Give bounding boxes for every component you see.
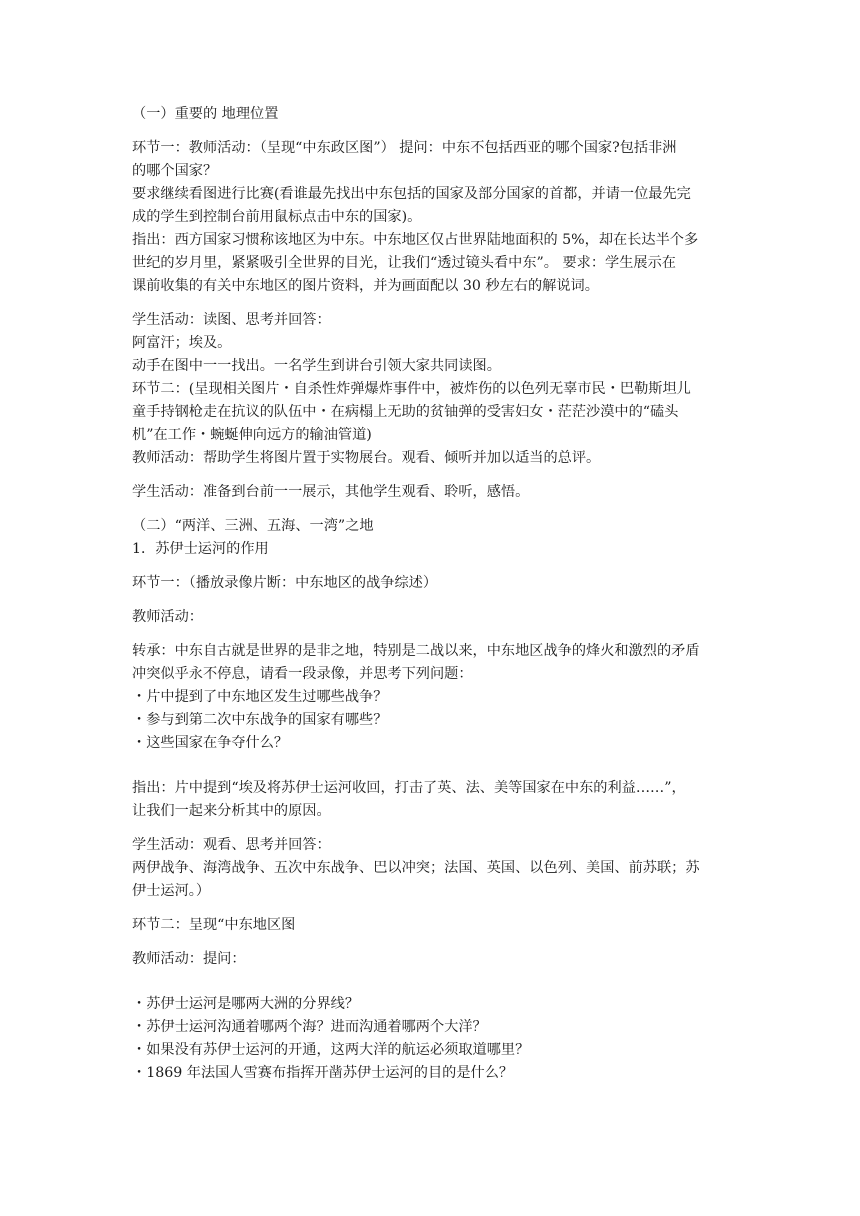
text-line: 课前收集的有关中东地区的图片资料，并为画面配以 30 秒左右的解说词。	[132, 278, 599, 294]
text-line: 转承：中东自古就是世界的是非之地，特别是二战以来，中东地区战争的烽火和激烈的矛盾	[132, 643, 700, 659]
text-line: 两伊战争、海湾战争、五次中东战争、巴以冲突；法国、英国、以色列、美国、前苏联；苏	[132, 860, 700, 876]
text-line: 要求继续看图进行比赛(看谁最先找出中东包括的国家及部分国家的首都，并请一位最先完	[132, 186, 691, 202]
text-line: 童手持钢枪走在抗议的队伍中・在病榻上无助的贫铀弹的受害妇女・茫茫沙漠中的“磕头	[132, 404, 679, 420]
text-line: 成的学生到控制台前用鼠标点击中东的国家)。	[132, 209, 422, 225]
text-line: 的哪个国家？	[132, 163, 218, 179]
text-line: 教师活动：帮助学生将图片置于实物展台。观看、倾听并加以适当的总评。	[132, 450, 601, 466]
list-item: ・苏伊士运河沟通着哪两个海？进而沟通着哪两个大洋？	[132, 1019, 487, 1035]
text-line: 环节一：教师活动：（呈现“中东政区图”） 提问：中东不包括西亚的哪个国家?包括非洲	[132, 140, 677, 156]
text-line: 冲突似乎永不停息，请看一段录像，并思考下列问题：	[132, 666, 473, 682]
text-line: 伊士运河。）	[132, 883, 211, 899]
list-item: ・片中提到了中东地区发生过哪些战争？	[132, 689, 388, 705]
list-item: ・这些国家在争夺什么？	[132, 735, 289, 751]
text-line: 让我们一起来分析其中的原因。	[132, 803, 331, 819]
text-line: 指出：片中提到“埃及将苏伊士运河收回，打击了英、法、美等国家在中东的利益……”，	[132, 780, 686, 796]
text-line: 环节一：（播放录像片断：中东地区的战争综述）	[132, 575, 438, 591]
list-item: ・如果没有苏伊士运河的开通，这两大洋的航运必须取道哪里？	[132, 1042, 530, 1058]
text-line: 学生活动：观看、思考并回答：	[132, 837, 331, 853]
text-line: 学生活动：读图、思考并回答：	[132, 312, 331, 328]
text-line: 环节二：呈现“中东地区图	[132, 917, 296, 933]
text-line: 机”在工作・蜿蜒伸向远方的输油管道)	[132, 427, 372, 443]
section-heading: （二）“两洋、三洲、五海、一湾”之地	[132, 518, 374, 534]
text-line: 环节二：(呈现相关图片・自杀性炸弹爆炸事件中，被炸伤的以色列无辜市民・巴勒斯坦儿	[132, 381, 691, 397]
text-line: 阿富汗；埃及。	[132, 335, 232, 351]
list-item: ・苏伊士运河是哪两大洲的分界线？	[132, 996, 360, 1012]
text-line: 教师活动：提问：	[132, 951, 246, 967]
text-line: 学生活动：准备到台前一一展示，其他学生观看、聆听，感悟。	[132, 484, 530, 500]
text-line: 动手在图中一一找出。一名学生到讲台引领大家共同读图。	[132, 358, 501, 374]
text-line: 世纪的岁月里，紧紧吸引全世界的目光，让我们“透过镜头看中东”。 要求：学生展示在	[132, 255, 676, 271]
section-heading: （一）重要的 地理位置	[132, 106, 279, 122]
text-line: 指出：西方国家习惯称该地区为中东。中东地区仅占世界陆地面积的 5%，却在长达半个多	[132, 232, 699, 248]
subheading: 1．苏伊士运河的作用	[132, 541, 269, 557]
list-item: ・1869 年法国人雪赛布指挥开凿苏伊士运河的目的是什么？	[132, 1065, 514, 1081]
text-line: 教师活动：	[132, 609, 203, 625]
list-item: ・参与到第二次中东战争的国家有哪些？	[132, 712, 388, 728]
